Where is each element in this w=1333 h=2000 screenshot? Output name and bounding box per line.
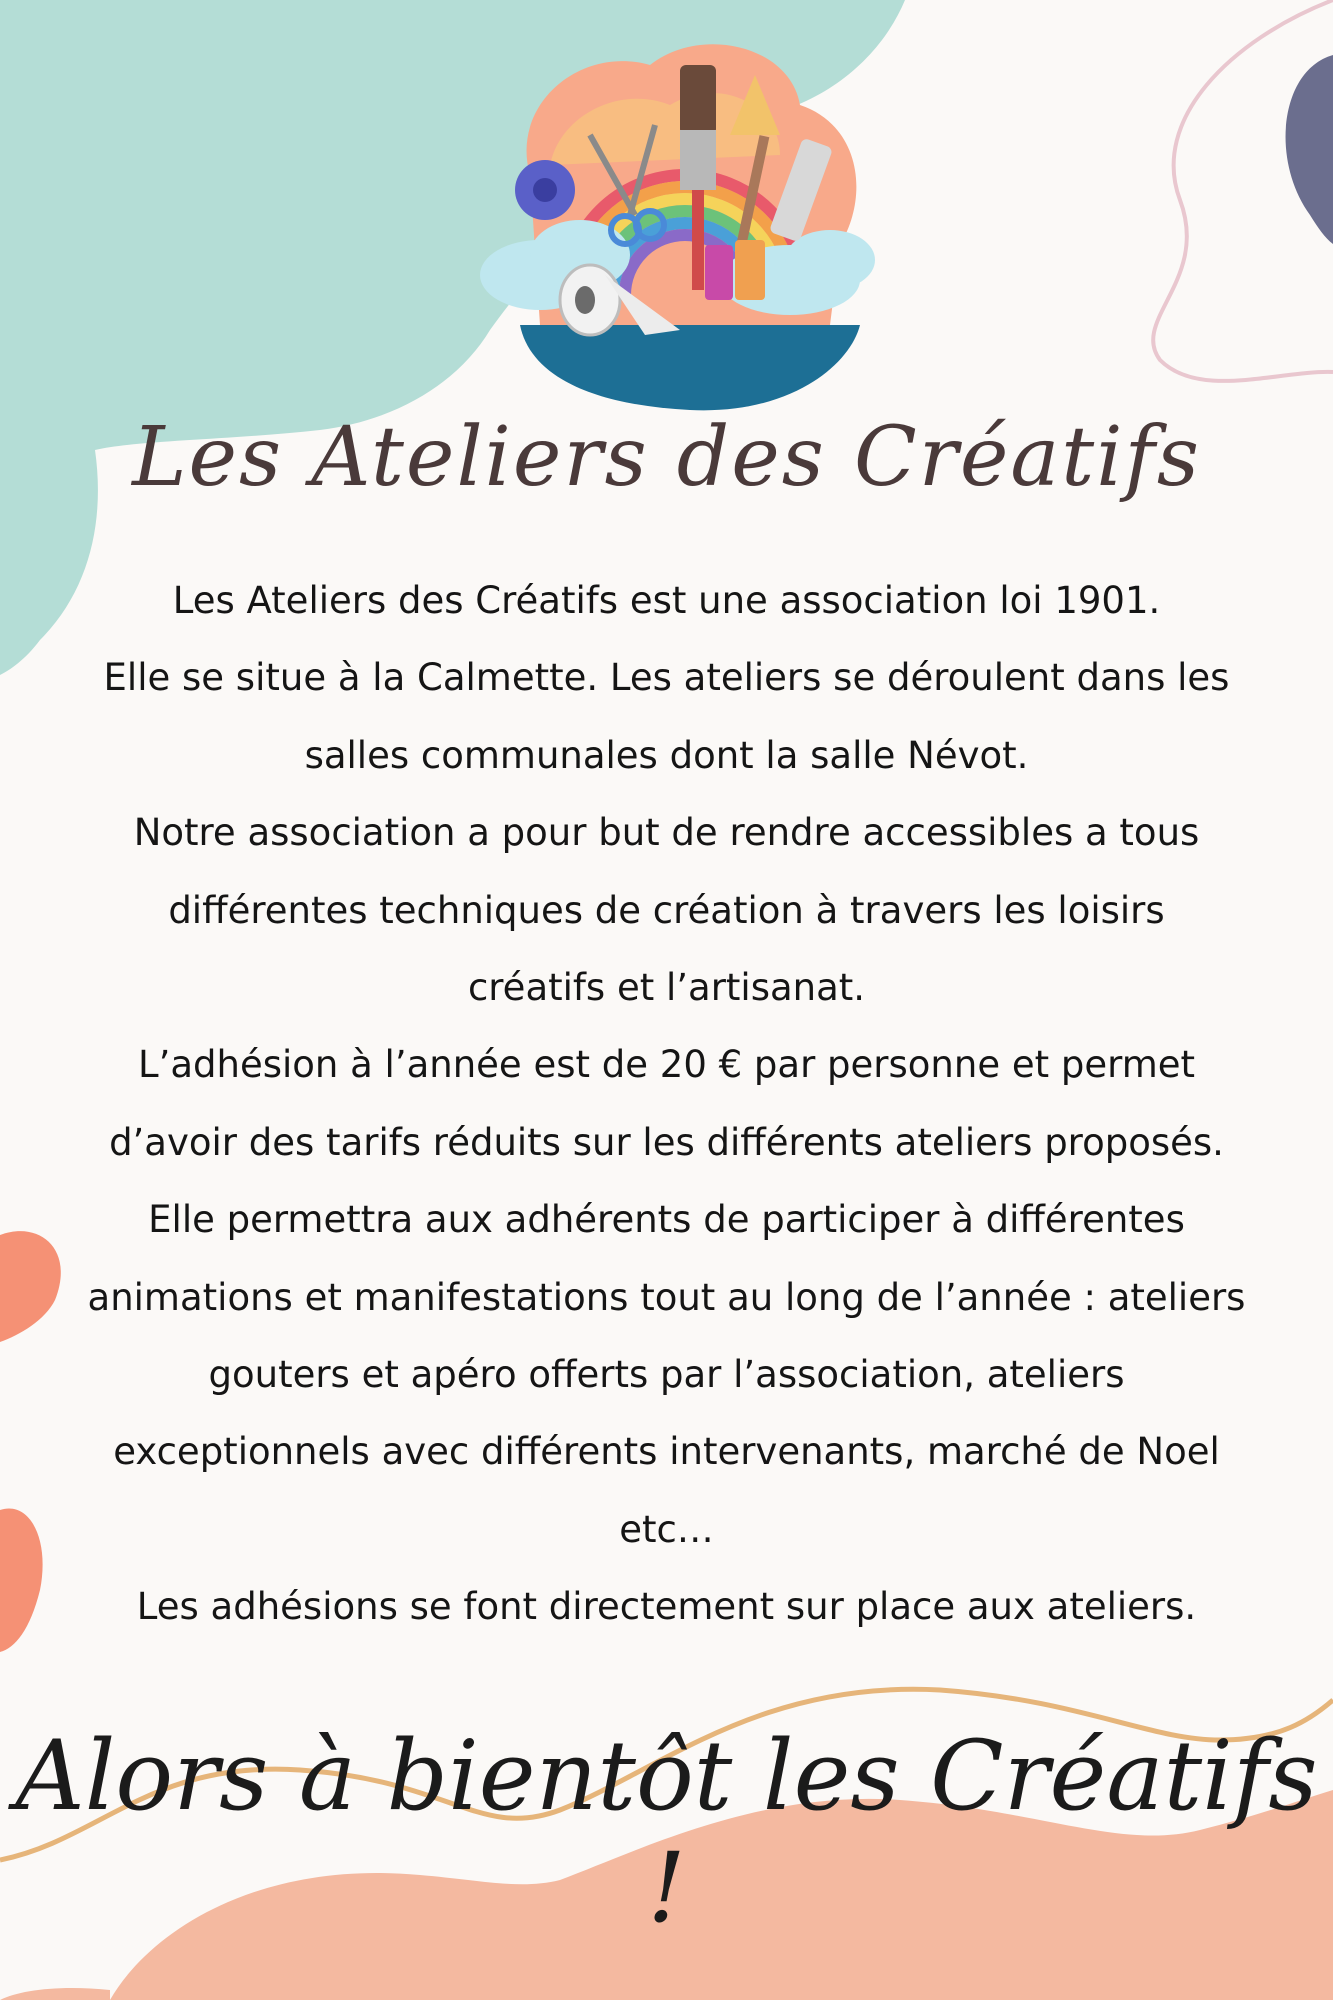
description-line: animations et manifestations tout au long de l’année : ateliers (87, 1275, 1246, 1319)
association-title: Les Ateliers des Créatifs (132, 410, 1201, 505)
flower-icon (515, 160, 575, 220)
description-line: d’avoir des tarifs réduits sur les différents ateliers proposés. (109, 1120, 1224, 1164)
description-text (20, 562, 1313, 1646)
description-line: créatifs et l’artisanat. (467, 966, 866, 1010)
description-line: gouters et apéro offerts par l’association, ateliers (208, 1353, 1125, 1397)
description-line: Les Ateliers des Créatifs est une association loi 1901. (172, 579, 1161, 622)
description-line: L’adhésion à l’année est de 20 € par personne et permet (137, 1043, 1196, 1087)
description-line: exceptionnels avec différents intervenants, marché de Noel (113, 1430, 1220, 1474)
thread-spool-icon (705, 240, 765, 300)
description-line: Elle se situe à la Calmette. Les ateliers se déroulent dans les (103, 656, 1230, 700)
sea (520, 325, 860, 410)
navy-halfcircle (1286, 55, 1333, 244)
description-line: salles communales dont la salle Névot. (304, 733, 1029, 777)
association-logo (470, 25, 890, 425)
description-line: Elle permettra aux adhérents de participer à différentes (148, 1198, 1185, 1242)
description-line: différentes techniques de création à travers les loisirs (168, 888, 1165, 932)
description-line: etc… (619, 1507, 714, 1551)
description-line: Notre association a pour but de rendre accessibles a tous (133, 811, 1200, 855)
peach-bottom-edge (0, 1988, 110, 2000)
closing-message: Alors à bientôt les Créatifs ! (15, 1720, 1318, 1944)
description-line: Les adhésions se font directement sur place aux ateliers. (136, 1585, 1197, 1629)
